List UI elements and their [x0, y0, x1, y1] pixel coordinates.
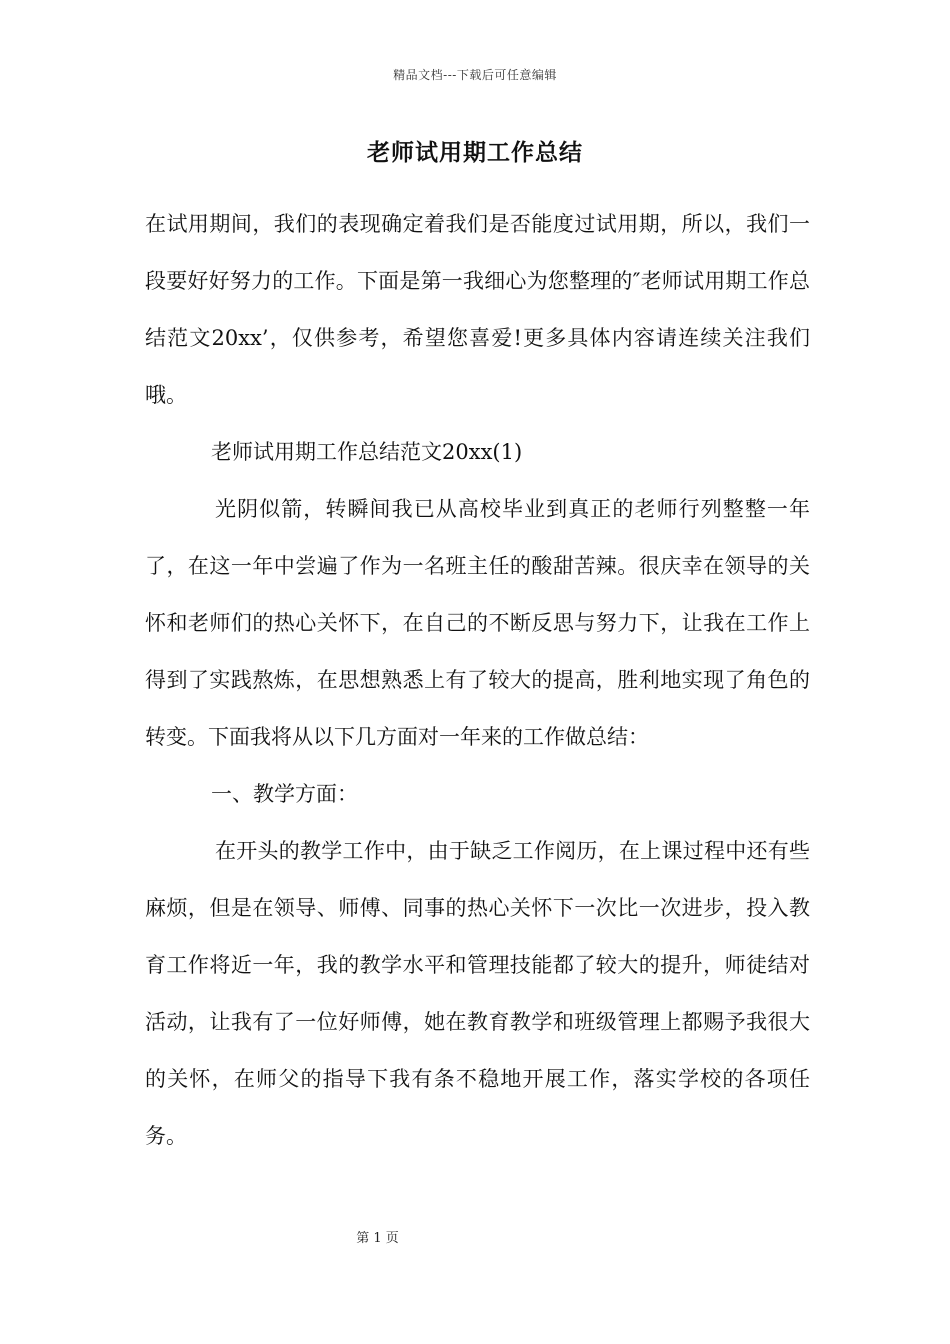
page-header: 精品文档---下载后可任意编辑 [393, 68, 557, 82]
intro-paragraph: 在试用期间，我们的表现确定着我们是否能度过试用期，所以，我们一段要好好努力的工作。下面是第一我细心为您整理的″老师试用期工作总结范文20xx’，仅供参考，希望您喜爱!更多具体内容请连续关注我们哦。 [145, 212, 810, 407]
body-paragraph: 在开头的教学工作中，由于缺乏工作阅历，在上课过程中还有些麻烦，但是在领导、师傅、同事的热心关怀下一次比一次进步，投入教育工作将近一年，我的教学水平和管理技能都了较大的提升，师徒结对活动，让我有了一位好师傅，她在教育教学和班级管理上都赐予我很大的关怀，在师父的指导下我有条不稳地开展工作，落实学校的各项任务。 [145, 839, 810, 1148]
section-heading-teaching: 一、教学方面： [211, 782, 358, 806]
section-heading-sample-1: 老师试用期工作总结范文20xx(1) [211, 440, 523, 464]
page-number: 第 1 页 [356, 1231, 399, 1246]
document-body [145, 196, 810, 1165]
body-paragraph: 光阴似箭，转瞬间我已从高校毕业到真正的老师行列整整一年了，在这一年中尝遍了作为一名班主任的酸甜苦辣。很庆幸在领导的关怀和老师们的热心关怀下，在自己的不断反思与努力下，让我在工作上得到了实践熬炼，在思想熟悉上有了较大的提高，胜利地实现了角色的转变。下面我将从以下几方面对一年来的工作做总结： [145, 497, 810, 749]
document-title: 老师试用期工作总结 [367, 139, 583, 166]
